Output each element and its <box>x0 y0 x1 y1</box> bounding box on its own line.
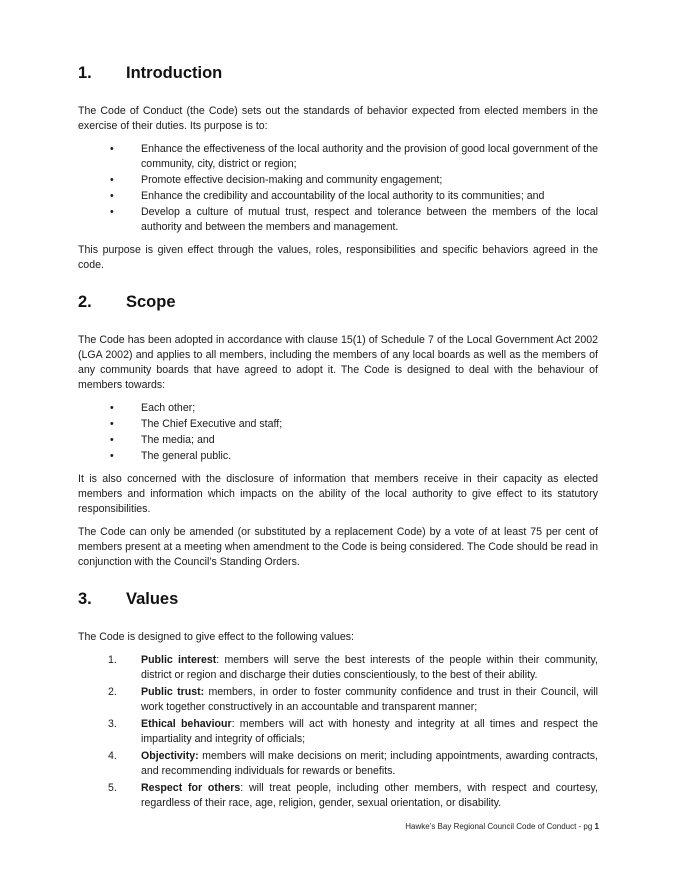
bullet-icon: • <box>110 402 114 414</box>
bullet-icon: • <box>110 174 114 186</box>
value-term: Public interest <box>141 654 217 666</box>
value-term: Objectivity: <box>141 750 199 762</box>
list-item: • Enhance the effectiveness of the local authority and the provision of good local government of the community, city, district or region; <box>78 142 598 172</box>
list-item: • The general public. <box>78 449 598 464</box>
scope-amendment-paragraph: The Code can only be amended (or substituted by a replacement Code) by a vote of at least 75 per cent of members present at a meeting when amendment to the Code is being considered. The Code should be read in conjunction with the Council’s Standing Orders. <box>78 526 598 568</box>
introduction-paragraph: The Code of Conduct (the Code) sets out the standards of behavior expected from elected members in the exercise of their duties. Its purpose is to: <box>78 105 598 132</box>
section-heading-introduction <box>78 58 598 88</box>
scope-bullet-list <box>78 401 598 464</box>
list-item: 1. Public interest: members will serve the best interests of the people within their community, district or region and discharge their duties conscientiously, to the best of their ability. <box>108 654 598 681</box>
list-item: • Each other; <box>78 401 598 416</box>
list-item: • The media; and <box>78 433 598 448</box>
section-title: Scope <box>126 293 176 311</box>
bullet-icon: • <box>110 434 114 446</box>
bullet-icon: • <box>110 206 114 218</box>
values-intro-paragraph: The Code is designed to give effect to the following values: <box>78 631 355 643</box>
footer-text: Hawke’s Bay Regional Council Code of Conduct - pg <box>405 822 595 831</box>
list-item: 2. Public trust: members, in order to foster community confidence and trust in their Council, will work together constructively in an accountable and transparent manner; <box>108 686 598 713</box>
section-number: 3. <box>78 590 92 608</box>
list-item: 3. Ethical behaviour: members will act with honesty and integrity at all times and respect the impartiality and integrity of officials; <box>108 718 599 745</box>
value-term: Public trust: <box>141 686 205 698</box>
section-number: 2. <box>78 293 92 311</box>
page-number: 1 <box>594 822 599 831</box>
section-number: 1. <box>78 64 92 82</box>
list-item: • Develop a culture of mutual trust, respect and tolerance between the members of the local authority and between the members and management. <box>78 205 598 235</box>
section-title: Introduction <box>126 64 223 82</box>
list-item: 4. Objectivity: members will make decisions on merit; including appointments, awarding contracts, and recommending individuals for rewards or benefits. <box>108 750 598 777</box>
values-numbered-list <box>78 653 598 811</box>
scope-paragraph: The Code has been adopted in accordance with clause 15(1) of Schedule 7 of the Local Government Act 2002 (LGA 2002) and applies to all members, including the members of any local boards as well as the members of any community boards that have agreed to adopt it. The Code is designed to deal with the behaviour of members towards: <box>78 334 598 391</box>
section-title: Values <box>126 590 179 608</box>
value-term: Respect for others <box>141 782 241 794</box>
bullet-icon: • <box>110 190 114 202</box>
introduction-closing-paragraph: This purpose is given effect through the values, roles, responsibilities and specific behaviors agreed in the code. <box>78 244 598 271</box>
bullet-icon: • <box>110 143 114 155</box>
bullet-icon: • <box>110 418 114 430</box>
purpose-bullet-list <box>78 142 598 235</box>
document-body <box>78 58 598 819</box>
list-item: • The Chief Executive and staff; <box>78 417 598 432</box>
section-heading-scope <box>78 287 598 317</box>
list-item: • Promote effective decision-making and community engagement; <box>78 173 598 188</box>
value-term: Ethical behaviour <box>141 718 232 730</box>
list-item: 5. Respect for others: will treat people, including other members, with respect and courtesy, regardless of their race, age, religion, gender, sexual orientation, or disability. <box>108 782 598 809</box>
bullet-icon: • <box>110 450 114 462</box>
section-heading-values <box>78 584 598 614</box>
list-item: • Enhance the credibility and accountability of the local authority to its communities; and <box>78 189 598 204</box>
scope-disclosure-paragraph: It is also concerned with the disclosure of information that members receive in their capacity as elected members and information which impacts on the ability of the local authority to give effect to its statutory responsibilities. <box>78 473 598 515</box>
page-footer <box>405 822 599 831</box>
